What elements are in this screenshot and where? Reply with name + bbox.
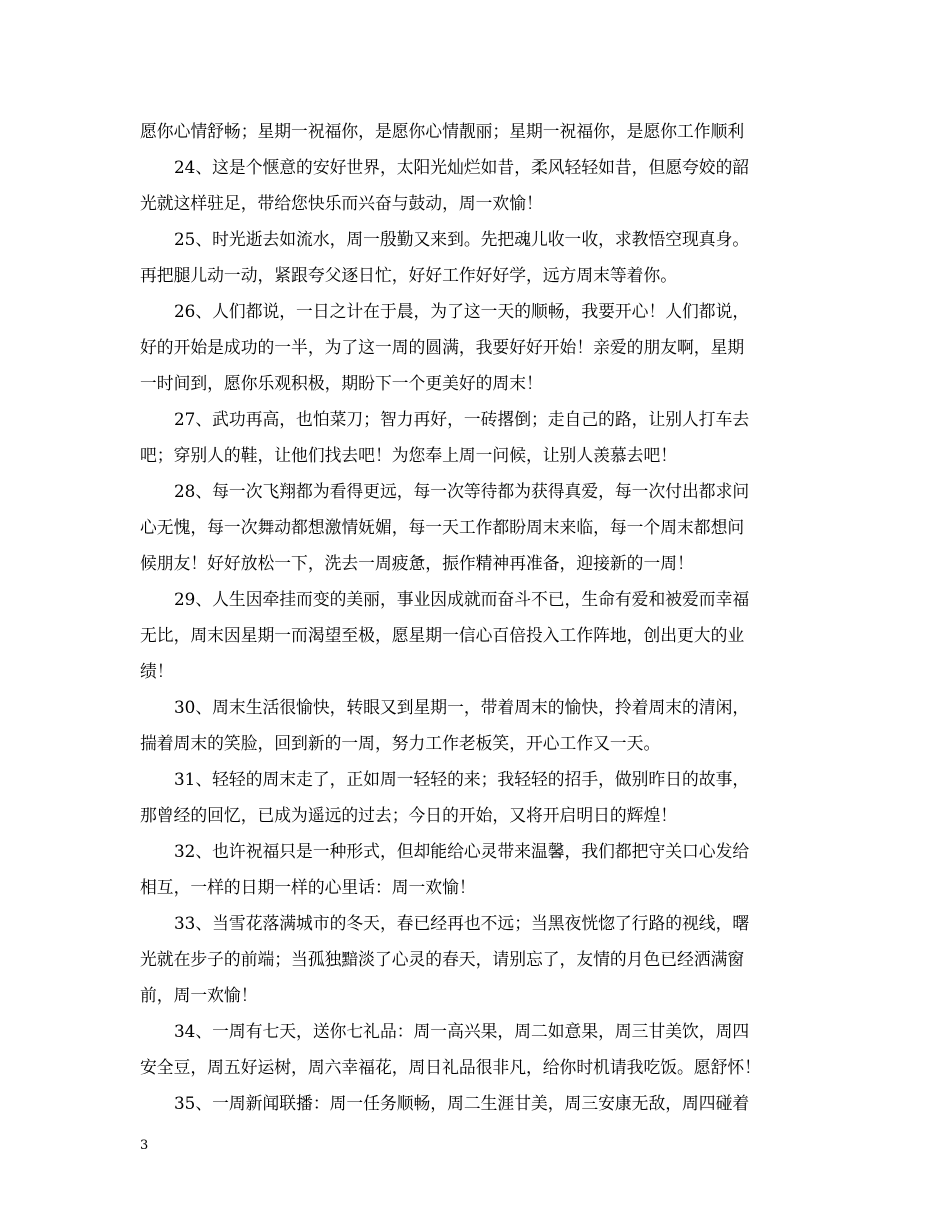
- text-line: 吧；穿别人的鞋，让他们找去吧！为您奉上周一问候，让别人羡慕去吧！: [140, 445, 678, 465]
- text-line: 好的开始是成功的一半，为了这一周的圆满，我要好好开始！亲爱的朋友啊，星期: [140, 337, 745, 357]
- text-line: 绩！: [140, 661, 174, 681]
- text-line: 光就这样驻足，带给您快乐而兴奋与鼓动，周一欢愉！: [140, 193, 543, 213]
- text-line: 安全豆，周五好运树，周六幸福花，周日礼品很非凡，给你时机请我吃饭。愿舒怀！: [140, 1057, 761, 1077]
- text-line: 34、一周有七天，送你七礼品：周一高兴果，周二如意果，周三甘美饮，周四: [174, 1021, 750, 1041]
- text-line: 28、每一次飞翔都为看得更远，每一次等待都为获得真爱，每一次付出都求问: [174, 481, 750, 501]
- text-line: 24、这是个惬意的安好世界，太阳光灿烂如昔，柔风轻轻如昔，但愿夸姣的韶: [174, 157, 750, 177]
- text-line: 29、人生因牵挂而变的美丽，事业因成就而奋斗不已，生命有爱和被爱而幸福: [174, 589, 750, 609]
- text-line: 25、时光逝去如流水，周一殷勤又来到。先把魂儿收一收，求教悟空现真身。: [174, 229, 750, 249]
- text-line: 30、周末生活很愉快，转眼又到星期一，带着周末的愉快，拎着周末的清闲，: [174, 697, 750, 717]
- text-line: 再把腿儿动一动，紧跟夸父逐日忙，好好工作好好学，远方周末等着你。: [140, 265, 678, 285]
- text-line: 前，周一欢愉！: [140, 985, 258, 1005]
- text-line: 一时间到，愿你乐观积极，期盼下一个更美好的周末！: [140, 373, 543, 393]
- text-line: 相互，一样的日期一样的心里话：周一欢愉！: [140, 877, 476, 897]
- text-line: 26、人们都说，一日之计在于晨，为了这一天的顺畅，我要开心！人们都说，: [174, 301, 750, 321]
- text-line: 27、武功再高，也怕菜刀；智力再好，一砖撂倒；走自己的路，让别人打车去: [174, 409, 750, 429]
- text-line: 愿你心情舒畅；星期一祝福你，是愿你心情靓丽；星期一祝福你，是愿你工作顺利: [140, 121, 745, 141]
- text-line: 候朋友！好好放松一下，洗去一周疲惫，振作精神再准备，迎接新的一周！: [140, 553, 694, 573]
- text-line: 揣着周末的笑脸，回到新的一周，努力工作老板笑，开心工作又一天。: [140, 733, 661, 753]
- text-line: 心无愧，每一次舞动都想激情妩媚，每一天工作都盼周末来临，每一个周末都想问: [140, 517, 745, 537]
- text-line: 31、轻轻的周末走了，正如周一轻轻的来；我轻轻的招手，做别昨日的故事，: [174, 769, 750, 789]
- page-number: 3: [140, 1138, 149, 1153]
- text-line: 32、也许祝福只是一种形式，但却能给心灵带来温馨，我们都把守关口心发给: [174, 841, 750, 861]
- text-line: 33、当雪花落满城市的冬天，春已经再也不远；当黑夜恍惚了行路的视线，曙: [174, 913, 750, 933]
- document-body: [140, 113, 822, 1121]
- text-line: 光就在步子的前端；当孤独黯淡了心灵的春天，请别忘了，友情的月色已经洒满窗: [140, 949, 745, 969]
- text-line: 无比，周末因星期一而渴望至极，愿星期一信心百倍投入工作阵地，创出更大的业: [140, 625, 745, 645]
- text-line: 那曾经的回忆，已成为遥远的过去；今日的开始，又将开启明日的辉煌！: [140, 805, 678, 825]
- text-line: 35、一周新闻联播：周一任务顺畅，周二生涯甘美，周三安康无敌，周四碰着: [174, 1093, 750, 1113]
